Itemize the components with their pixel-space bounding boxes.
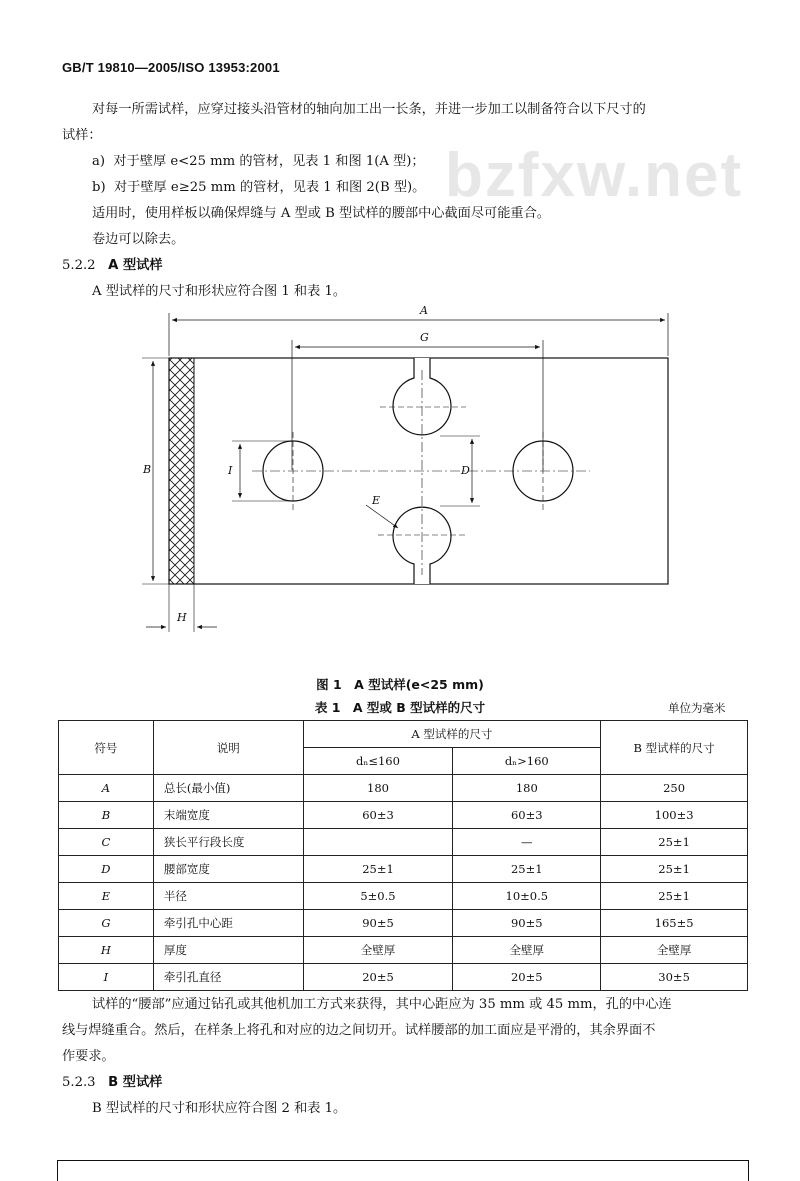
cell-b: 25±1 [601,829,748,856]
cell-symbol: C [59,829,154,856]
table-1-caption: 表 1 A 型或 B 型试样的尺寸 [314,700,486,715]
cell-symbol: E [59,883,154,910]
paragraph-1-line-2: 试样： [62,128,102,143]
paragraph-2: 适用时，使用样板以确保焊缝与 A 型或 B 型试样的腰部中心截面尽可能重合。 [92,206,550,221]
header-description: 说明 [153,721,303,775]
dim-label-a: A [420,304,428,317]
section-title: B 型试样 [108,1075,163,1090]
hatched-weld-end [169,358,194,584]
table-row [59,883,748,910]
cell-a-small: 180 [303,775,453,802]
after-table-line-2: 线与焊缝重合。然后，在样条上将孔和对应的边之间切开。试样腰部的加工面应是平滑的，其余界面不 [62,1023,656,1038]
dim-label-g: G [420,331,429,344]
cell-b: 250 [601,775,748,802]
cell-symbol: A [59,775,154,802]
table-row [59,856,748,883]
after-table-line-1: 试样的“腰部”应通过钻孔或其他机加工方式来获得，其中心距应为 35 mm 或 45 mm，孔的中心连 [92,997,672,1012]
section-title: A 型试样 [108,258,163,273]
cell-a-small: 全壁厚 [303,937,453,964]
dim-label-b: B [143,463,152,476]
header-type-a-large: dₙ>160 [453,748,601,775]
cell-a-large: 90±5 [453,910,601,937]
paragraph-1-line-1: 对每一所需试样，应穿过接头沿管材的轴向加工出一长条，并进一步加工以制备符合以下尺寸的 [92,102,646,117]
dim-label-d: D [461,464,470,477]
cell-a-large: 25±1 [453,856,601,883]
cell-a-small: 5±0.5 [303,883,453,910]
cell-description: 腰部宽度 [153,856,303,883]
section-number: 5.2.2 [62,258,96,273]
section-5-2-3-heading [62,1070,162,1096]
cell-description: 牵引孔中心距 [153,910,303,937]
cell-b: 100±3 [601,802,748,829]
list-item-b: b) 对于壁厚 e≥25 mm 的管材，见表 1 和图 2(B 型)。 [92,180,426,195]
cell-symbol: I [59,964,154,991]
cell-symbol: D [59,856,154,883]
cell-a-small: 20±5 [303,964,453,991]
cell-b: 25±1 [601,856,748,883]
list-item-a: a) 对于壁厚 e<25 mm 的管材，见表 1 和图 1(A 型)； [92,154,425,169]
section-5-2-2-body: A 型试样的尺寸和形状应符合图 1 和表 1。 [92,284,347,299]
watermark: bzfxw.net [445,141,744,210]
table-row [59,937,748,964]
standard-header: GB/T 19810—2005/ISO 13953:2001 [62,60,280,75]
cell-symbol: G [59,910,154,937]
header-type-a-small: dₙ≤160 [303,748,453,775]
paragraph-3: 卷边可以除去。 [92,232,185,247]
cell-description: 厚度 [153,937,303,964]
table-row [59,829,748,856]
table-row [59,964,748,991]
cell-description: 半径 [153,883,303,910]
cell-a-large: 全壁厚 [453,937,601,964]
figure-2-frame-top [57,1160,749,1181]
cell-a-small: 60±3 [303,802,453,829]
dim-label-h: H [177,611,187,624]
cell-symbol: H [59,937,154,964]
cell-description: 狭长平行段长度 [153,829,303,856]
cell-b: 全壁厚 [601,937,748,964]
header-type-a: A 型试样的尺寸 [303,721,601,748]
figure-1-caption: 图 1 A 型试样(e<25 mm) [316,677,484,692]
dim-label-e: E [372,494,381,507]
cell-b: 30±5 [601,964,748,991]
after-table-line-3: 作要求。 [62,1049,115,1064]
table-unit-note: 单位为毫米 [668,701,726,715]
cell-a-large: 20±5 [453,964,601,991]
cell-a-large: 60±3 [453,802,601,829]
table-row [59,775,748,802]
cell-a-small [303,829,453,856]
section-number: 5.2.3 [62,1075,96,1090]
dimensions-table [58,720,748,991]
header-type-b: B 型试样的尺寸 [601,721,748,775]
cell-description: 牵引孔直径 [153,964,303,991]
cell-a-small: 25±1 [303,856,453,883]
cell-a-large: 180 [453,775,601,802]
cell-description: 末端宽度 [153,802,303,829]
cell-a-small: 90±5 [303,910,453,937]
header-symbol: 符号 [59,721,154,775]
cell-b: 25±1 [601,883,748,910]
cell-symbol: B [59,802,154,829]
cell-a-large: — [453,829,601,856]
section-5-2-3-body: B 型试样的尺寸和形状应符合图 2 和表 1。 [92,1101,347,1116]
cell-description: 总长(最小值) [153,775,303,802]
cell-a-large: 10±0.5 [453,883,601,910]
dim-label-i: I [228,464,233,477]
table-row [59,802,748,829]
table-row [59,910,748,937]
cell-b: 165±5 [601,910,748,937]
